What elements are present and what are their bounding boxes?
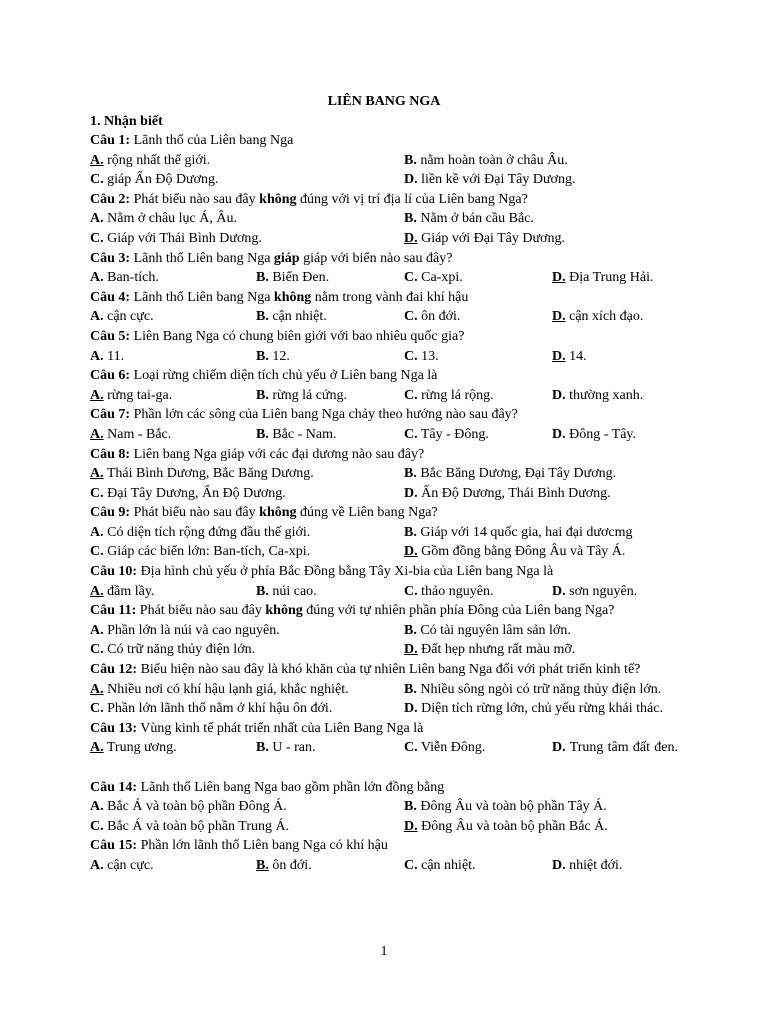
answer-option (404, 209, 678, 229)
question-stem (90, 719, 678, 739)
question-label: Câu 6: (90, 368, 131, 384)
question-stem (90, 249, 678, 269)
answer-option (90, 856, 256, 876)
option-text: Bắc Băng Dương, Đại Tây Dương. (416, 466, 617, 482)
question-text: Liên Bang Nga có chung biên giới với bao nhiêu quốc gia? (130, 328, 465, 344)
option-text: rừng lá cứng. (268, 387, 347, 403)
option-text: nằm hoàn toàn ở châu Âu. (416, 152, 568, 168)
option-letter: A. (90, 152, 104, 168)
question-text: Lãnh thổ Liên bang Nga (130, 289, 274, 305)
question-stem (90, 503, 678, 523)
question-text: Vùng kinh tế phát triển nhất của Liên Bang Nga là (137, 720, 424, 736)
options-row (90, 229, 678, 249)
option-letter: D. (552, 387, 566, 403)
answer-option (90, 621, 404, 641)
option-text: rộng nhất thế giới. (103, 152, 211, 168)
question-label: Câu 7: (90, 407, 131, 423)
answer-option (404, 464, 678, 484)
question-list (90, 131, 678, 876)
option-letter: C. (90, 642, 104, 658)
answer-option (90, 347, 256, 367)
question-text: Biểu hiện nào sau đây là khó khăn của tự nhiên Liên bang Nga đối với phát triển kinh tế? (137, 662, 641, 678)
option-text: núi cao. (268, 583, 317, 599)
option-letter: B. (256, 270, 269, 286)
options-row (90, 425, 678, 445)
question-label: Câu 12: (90, 662, 138, 678)
answer-option (552, 856, 678, 876)
option-letter: B. (256, 309, 269, 325)
answer-option (90, 582, 256, 602)
question-stem (90, 190, 678, 210)
answer-option (256, 347, 404, 367)
option-letter: B. (256, 348, 269, 364)
option-text: Bắc Á và toàn bộ phần Trung Á. (103, 818, 290, 834)
option-letter: A. (90, 270, 104, 286)
answer-option (90, 229, 404, 249)
option-text: Đất hẹp nhưng rất màu mỡ. (417, 642, 576, 658)
answer-option (404, 542, 678, 562)
options-row (90, 464, 678, 484)
option-text: Trung ương. (103, 740, 177, 756)
options-row (90, 582, 678, 602)
option-letter: B. (404, 681, 417, 697)
answer-option (90, 464, 404, 484)
option-letter: C. (90, 544, 104, 560)
answer-option (404, 151, 678, 171)
answer-option (404, 268, 552, 288)
option-letter: D. (404, 701, 418, 717)
option-letter: C. (90, 485, 104, 501)
option-letter: D. (404, 818, 418, 834)
answer-option (552, 268, 678, 288)
option-letter: D. (404, 172, 418, 188)
question-text: Liên bang Nga giáp với các đại dương nào sau đây? (130, 446, 425, 462)
question-stem (90, 562, 678, 582)
options-row (90, 151, 678, 171)
option-text: Đông Âu và toàn bộ phần Bắc Á. (417, 818, 608, 834)
option-text: cận cực. (103, 309, 154, 325)
question-stem (90, 288, 678, 308)
option-text: nhiệt đới. (565, 857, 623, 873)
question-1 (90, 131, 678, 190)
options-row (90, 738, 678, 758)
option-letter: D. (552, 426, 566, 442)
question-label: Câu 3: (90, 250, 131, 266)
question-text: Địa hình chủ yếu ở phía Bắc Đồng bằng Tây Xi-bia của Liên bang Nga là (137, 564, 554, 580)
answer-option (90, 307, 256, 327)
option-letter: A. (90, 681, 104, 697)
question-text: đúng với vị trí địa lí của Liên bang Nga? (296, 191, 528, 207)
question-10 (90, 562, 678, 601)
answer-option (256, 582, 404, 602)
options-row (90, 268, 678, 288)
option-letter: B. (256, 857, 269, 873)
question-text: Phần lớn lãnh thổ Liên bang Nga có khí hậu (137, 838, 388, 854)
option-letter: D. (404, 230, 418, 246)
question-label: Câu 14: (90, 779, 138, 795)
option-letter: B. (404, 622, 417, 638)
question-7 (90, 405, 678, 444)
option-text: rừng lá rộng. (417, 387, 494, 403)
question-label: Câu 15: (90, 838, 138, 854)
question-text: không (265, 603, 303, 619)
option-letter: D. (404, 642, 418, 658)
question-12 (90, 660, 678, 719)
option-text: Ấn Độ Dương, Thái Bình Dương. (417, 485, 611, 501)
question-label: Câu 10: (90, 564, 138, 580)
question-stem (90, 660, 678, 680)
option-text: Giáp với Đại Tây Dương. (417, 230, 565, 246)
option-letter: D. (552, 583, 566, 599)
options-row (90, 307, 678, 327)
question-label: Câu 8: (90, 446, 131, 462)
options-row (90, 817, 678, 837)
option-text: Nhiều nơi có khí hậu lạnh giá, khắc nghiệt. (103, 681, 349, 697)
answer-option (90, 170, 404, 190)
question-label: Câu 13: (90, 720, 138, 736)
option-letter: B. (404, 799, 417, 815)
option-text: Bắc Á và toàn bộ phần Đông Á. (103, 799, 287, 815)
options-row (90, 523, 678, 543)
answer-option (404, 640, 678, 660)
option-text: Nam - Bắc. (103, 426, 172, 442)
question-text: Phát biểu nào sau đây (130, 505, 260, 521)
option-text: cận nhiệt. (268, 309, 327, 325)
option-text: Nhiều sông ngòi có trữ năng thủy điện lớn. (416, 681, 662, 697)
option-text: ôn đới. (417, 309, 461, 325)
option-letter: D. (552, 857, 566, 873)
option-text: Ban-tích. (103, 270, 159, 286)
option-text: Giáp các biển lớn: Ban-tích, Ca-xpi. (103, 544, 311, 560)
option-letter: C. (404, 583, 418, 599)
answer-option (90, 542, 404, 562)
option-text: sơn nguyên. (565, 583, 638, 599)
question-text: không (259, 191, 297, 207)
question-stem (90, 131, 678, 151)
option-letter: A. (90, 426, 104, 442)
option-text: thảo nguyên. (417, 583, 494, 599)
answer-option (90, 797, 404, 817)
answer-option (404, 699, 678, 719)
option-text: Thái Bình Dương, Bắc Băng Dương. (103, 466, 314, 482)
option-text: 13. (417, 348, 439, 364)
answer-option (90, 523, 404, 543)
option-letter: B. (404, 466, 417, 482)
answer-option (404, 621, 678, 641)
answer-option (404, 425, 552, 445)
answer-option (404, 523, 678, 543)
option-text: đầm lầy. (103, 583, 155, 599)
option-letter: B. (404, 211, 417, 227)
question-label: Câu 4: (90, 289, 131, 305)
answer-option (90, 640, 404, 660)
option-letter: B. (256, 426, 269, 442)
answer-option (552, 425, 678, 445)
option-text: Đại Tây Dương, Ấn Độ Dương. (103, 485, 286, 501)
answer-option (256, 425, 404, 445)
option-letter: B. (404, 524, 417, 540)
option-text: Đông - Tây. (565, 426, 637, 442)
option-text: Phần lớn là núi và cao nguyên. (103, 622, 280, 638)
option-letter: C. (404, 309, 418, 325)
option-letter: A. (90, 309, 104, 325)
answer-option (552, 386, 678, 406)
option-letter: A. (90, 740, 104, 756)
question-6 (90, 366, 678, 405)
question-text: giáp (273, 250, 300, 266)
option-text: Địa Trung Hải. (565, 270, 654, 286)
option-letter: A. (90, 387, 104, 403)
option-letter: C. (404, 426, 418, 442)
question-9 (90, 503, 678, 562)
answer-option (552, 347, 678, 367)
question-text: nằm trong vành đai khí hậu (311, 289, 469, 305)
question-text: giáp với biển nào sau đây? (299, 250, 453, 266)
option-text: Có diện tích rộng đứng đầu thế giới. (103, 524, 311, 540)
option-letter: B. (404, 152, 417, 168)
option-text: Ca-xpi. (417, 270, 463, 286)
question-stem (90, 601, 678, 621)
answer-option (404, 797, 678, 817)
options-row (90, 621, 678, 641)
question-text: đúng về Liên bang Nga? (296, 505, 438, 521)
option-letter: D. (552, 740, 566, 756)
option-text: Biển Đen. (268, 270, 330, 286)
question-3 (90, 249, 678, 288)
answer-option (552, 738, 678, 758)
options-row (90, 856, 678, 876)
question-text: không (259, 505, 297, 521)
option-text: Diện tích rừng lớn, chủ yếu rừng khái thác. (417, 701, 663, 717)
option-letter: A. (90, 583, 104, 599)
question-stem (90, 836, 678, 856)
section-heading: 1. Nhận biết (90, 114, 163, 129)
question-label: Câu 11: (90, 603, 137, 619)
options-row (90, 542, 678, 562)
option-text: Nằm ở bán cầu Bắc. (416, 211, 534, 227)
question-text: Phát biểu nào sau đây (130, 191, 260, 207)
question-5 (90, 327, 678, 366)
option-text: U - ran. (268, 740, 316, 756)
option-letter: C. (404, 348, 418, 364)
options-row (90, 699, 678, 719)
options-row (90, 170, 678, 190)
answer-option (404, 582, 552, 602)
option-letter: B. (256, 583, 269, 599)
question-text: không (273, 289, 312, 305)
option-text: cận xích đạo. (565, 309, 644, 325)
answer-option (404, 307, 552, 327)
option-letter: A. (90, 524, 104, 540)
answer-option (256, 738, 404, 758)
answer-option (552, 582, 678, 602)
option-text: 11. (103, 348, 125, 364)
option-letter: B. (256, 387, 269, 403)
option-text: Bắc - Nam. (268, 426, 337, 442)
option-text: Tây - Đông. (417, 426, 489, 442)
answer-option (256, 856, 404, 876)
option-letter: A. (90, 211, 104, 227)
options-row (90, 484, 678, 504)
answer-option (404, 347, 552, 367)
option-text: Có tài nguyên lâm sản lớn. (416, 622, 571, 638)
page-title: LIÊN BANG NGA (327, 94, 441, 109)
answer-option (90, 484, 404, 504)
option-text: liền kề với Đại Tây Dương. (417, 172, 576, 188)
option-letter: D. (552, 348, 566, 364)
question-text: Lãnh thổ của Liên bang Nga (130, 133, 294, 148)
option-text: ôn đới. (268, 857, 312, 873)
option-letter: C. (90, 818, 104, 834)
option-text: cận cực. (103, 857, 154, 873)
question-11 (90, 601, 678, 660)
question-text: Phần lớn các sông của Liên bang Nga chảy theo hướng nào sau đây? (130, 407, 518, 423)
question-stem (90, 778, 678, 798)
options-row (90, 209, 678, 229)
option-text: 12. (268, 348, 290, 364)
answer-option (90, 386, 256, 406)
option-text: Phần lớn lãnh thổ nằm ở khí hậu ôn đới. (103, 701, 333, 717)
answer-option (90, 268, 256, 288)
question-8 (90, 445, 678, 504)
option-text: cận nhiệt. (417, 857, 476, 873)
question-text: Loại rừng chiếm diện tích chủ yếu ở Liên bang Nga là (130, 368, 438, 384)
answer-option (404, 386, 552, 406)
options-row (90, 640, 678, 660)
option-text: Trung tâm đất đen. (565, 740, 678, 756)
option-letter: C. (404, 740, 418, 756)
question-stem (90, 366, 678, 386)
option-letter: A. (90, 622, 104, 638)
option-text: 14. (565, 348, 587, 364)
option-letter: C. (404, 387, 418, 403)
answer-option (256, 268, 404, 288)
answer-option (256, 307, 404, 327)
option-letter: D. (404, 485, 418, 501)
option-text: Giáp với 14 quốc gia, hai đại dươcmg (416, 524, 633, 540)
question-text: Phát biểu nào sau đây (136, 603, 266, 619)
options-row (90, 386, 678, 406)
option-letter: A. (90, 857, 104, 873)
answer-option (404, 680, 678, 700)
option-letter: A. (90, 466, 104, 482)
option-text: Gồm đồng bằng Đông Âu và Tây Á. (417, 544, 626, 560)
question-13 (90, 719, 678, 778)
answer-option (404, 856, 552, 876)
answer-option (90, 151, 404, 171)
option-text: Viễn Đông. (417, 740, 486, 756)
wrap-spacer (90, 758, 678, 778)
question-label: Câu 1: (90, 133, 131, 148)
answer-option (90, 209, 404, 229)
answer-option (552, 307, 678, 327)
question-label: Câu 2: (90, 191, 131, 207)
option-letter: C. (90, 230, 104, 246)
option-letter: D. (404, 544, 418, 560)
question-text: Lãnh thổ Liên bang Nga (130, 250, 274, 266)
option-text: giáp Ấn Độ Dương. (103, 172, 219, 188)
answer-option (404, 484, 678, 504)
answer-option (256, 386, 404, 406)
answer-option (90, 699, 378, 719)
option-letter: D. (552, 309, 566, 325)
option-text: Nằm ở châu lục Á, Âu. (103, 211, 237, 227)
options-row (90, 347, 678, 367)
option-letter: C. (90, 701, 104, 717)
answer-option (404, 738, 552, 758)
answer-option (90, 680, 378, 700)
option-text: Đông Âu và toàn bộ phần Tây Á. (416, 799, 607, 815)
question-14 (90, 778, 678, 837)
question-label: Câu 5: (90, 328, 131, 344)
question-stem (90, 445, 678, 465)
option-text: Có trữ năng thủy điện lớn. (103, 642, 256, 658)
question-2 (90, 190, 678, 249)
document-page (90, 92, 678, 876)
option-text: thường xanh. (565, 387, 644, 403)
option-letter: C. (404, 857, 418, 873)
question-text: đúng với tự nhiên phần phía Đông của Liên bang Nga? (302, 603, 615, 619)
answer-option (90, 817, 404, 837)
option-letter: C. (404, 270, 418, 286)
question-label: Câu 9: (90, 505, 131, 521)
question-stem (90, 405, 678, 425)
page-number: 1 (380, 944, 388, 959)
option-text: rừng tai-ga. (103, 387, 173, 403)
option-letter: A. (90, 799, 104, 815)
question-stem (90, 327, 678, 347)
option-letter: B. (256, 740, 269, 756)
question-text: Lãnh thổ Liên bang Nga bao gồm phần lớn đồng bằng (137, 779, 445, 795)
option-letter: A. (90, 348, 104, 364)
option-letter: C. (90, 172, 104, 188)
options-row (90, 797, 678, 817)
answer-option (404, 170, 678, 190)
answer-option (90, 425, 256, 445)
option-text: Giáp với Thái Bình Dương. (103, 230, 262, 246)
option-letter: D. (552, 270, 566, 286)
question-15 (90, 836, 678, 875)
answer-option (404, 817, 678, 837)
options-row (90, 680, 678, 700)
answer-option (404, 229, 678, 249)
question-4 (90, 288, 678, 327)
answer-option (90, 738, 256, 758)
